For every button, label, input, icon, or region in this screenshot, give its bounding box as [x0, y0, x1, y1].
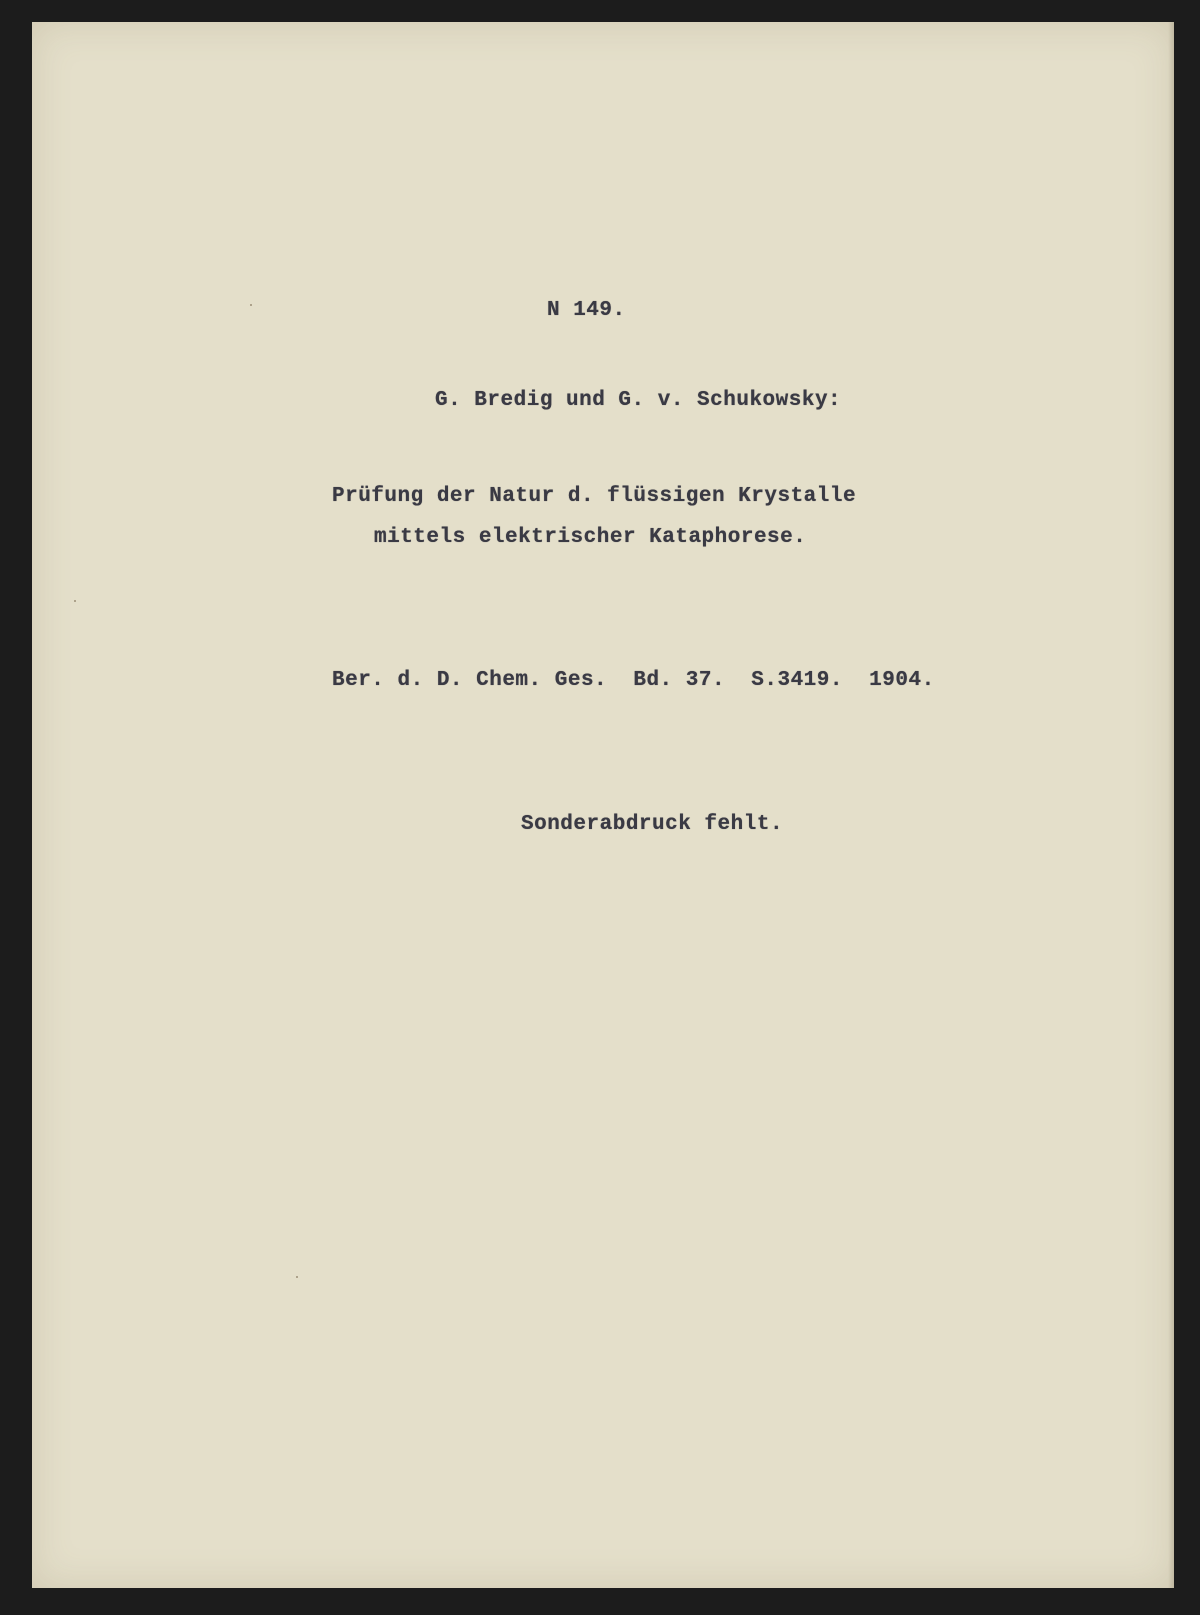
title-line-2: mittels elektrischer Kataphorese. — [374, 526, 807, 549]
document-page — [32, 22, 1174, 1588]
paper-speck — [74, 600, 76, 602]
document-number: N 149. — [547, 299, 626, 322]
reference-line: Ber. d. D. Chem. Ges. Bd. 37. S.3419. 1904. — [332, 669, 935, 692]
authors-line: G. Bredig und G. v. Schukowsky: — [435, 389, 842, 412]
note-line: Sonderabdruck fehlt. — [521, 813, 784, 836]
paper-speck — [250, 304, 252, 306]
paper-speck — [296, 1276, 298, 1278]
title-line-1: Prüfung der Natur d. flüssigen Krystalle — [332, 485, 857, 508]
